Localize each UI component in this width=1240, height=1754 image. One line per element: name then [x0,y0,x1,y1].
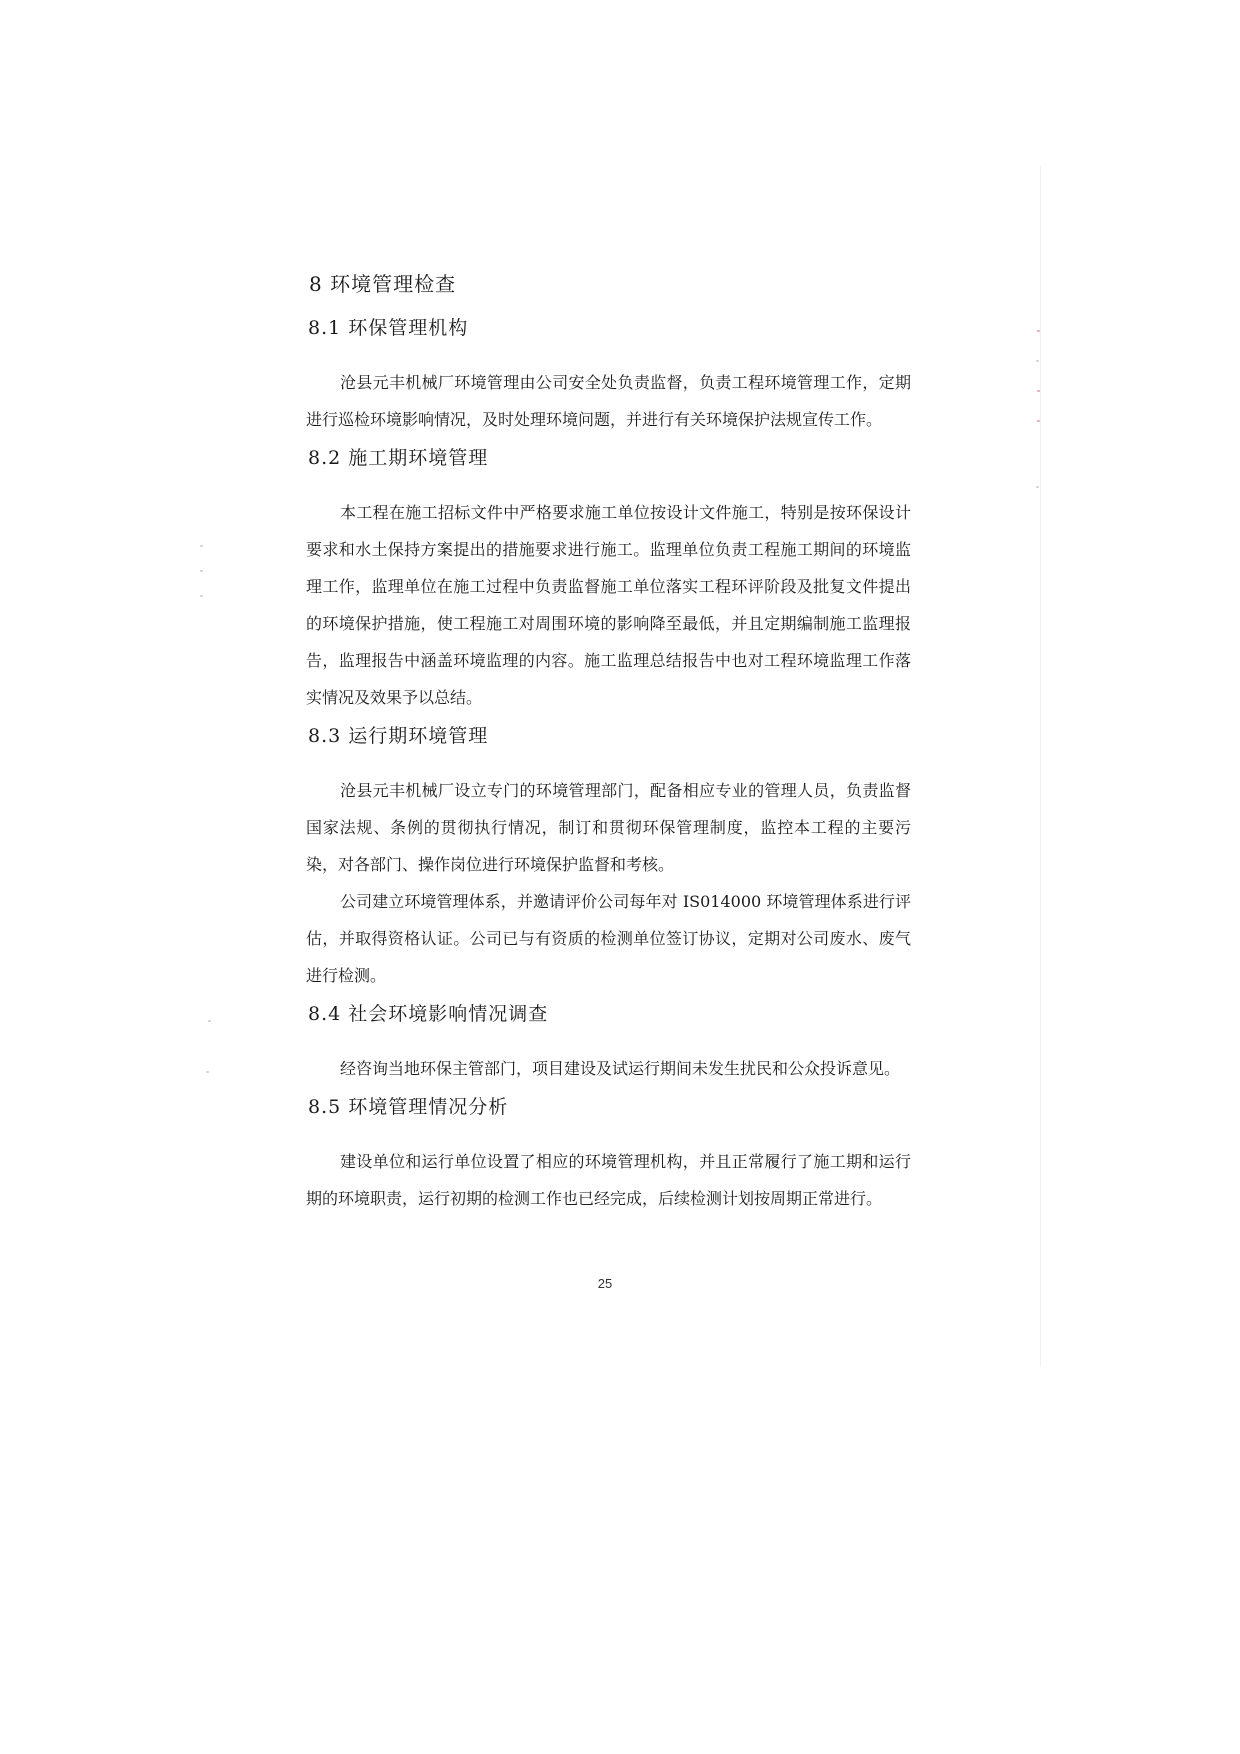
section-heading-8-5: 8.5 环境管理情况分析 [308,1096,509,1118]
section-heading-8-4: 8.4 社会环境影响情况调查 [308,1003,549,1025]
scan-speck [206,1071,209,1073]
scan-speck [1036,360,1039,362]
paragraph: 公司建立环境管理体系，并邀请评价公司每年对 IS014000 环境管理体系进行评估，并取得资格认证。公司已与有资质的检测单位签订协议，定期对公司废水、废气进行检测。 [306,892,911,985]
paragraph: 建设单位和运行单位设置了相应的环境管理机构，并且正常履行了施工期和运行期的环境职责，运行初期的检测工作也已经完成，后续检测计划按周期正常进行。 [306,1152,911,1208]
paragraph: 沧县元丰机械厂设立专门的环境管理部门，配备相应专业的管理人员，负责监督国家法规、条例的贯彻执行情况，制订和贯彻环保管理制度，监控本工程的主要污染，对各部门、操作岗位进行环境保护监督和考核。 [306,781,911,874]
scan-speck [208,1020,211,1022]
chapter-heading: 8 环境管理检查 [309,272,457,296]
scan-speck [1037,390,1040,392]
scan-edge-line [1040,166,1041,1366]
scan-speck [200,570,203,572]
section-body-8-3 [306,756,911,994]
section-body-8-5 [306,1127,911,1217]
scan-speck [1037,330,1040,332]
scan-speck [1037,420,1040,422]
scan-speck [200,595,203,597]
scan-speck [200,545,203,547]
section-heading-8-2: 8.2 施工期环境管理 [308,447,489,469]
section-heading-8-1: 8.1 环保管理机构 [308,317,469,339]
section-heading-8-3: 8.3 运行期环境管理 [308,725,489,747]
scan-speck [1036,486,1039,488]
section-body-8-4 [306,1034,911,1087]
section-body-8-2 [306,478,911,716]
page-number: 25 [597,1276,613,1291]
paragraph: 经咨询当地环保主管部门，项目建设及试运行期间未发生扰民和公众投诉意见。 [340,1059,901,1078]
document-body [306,258,911,1217]
section-body-8-1 [306,348,911,438]
paragraph: 沧县元丰机械厂环境管理由公司安全处负责监督，负责工程环境管理工作，定期进行巡检环境影响情况，及时处理环境问题，并进行有关环境保护法规宣传工作。 [306,373,911,429]
paragraph: 本工程在施工招标文件中严格要求施工单位按设计文件施工，特别是按环保设计要求和水土保持方案提出的措施要求进行施工。监理单位负责工程施工期间的环境监理工作，监理单位在施工过程中负责监督施工单位落实工程环评阶段及批复文件提出的环境保护措施，使工程施工对周围环境的影响降至最低，并且定期编制施工监理报告，监理报告中涵盖环境监理的内容。施工监理总结报告中也对工程环境监理工作落实情况及效果予以总结。 [306,503,911,707]
